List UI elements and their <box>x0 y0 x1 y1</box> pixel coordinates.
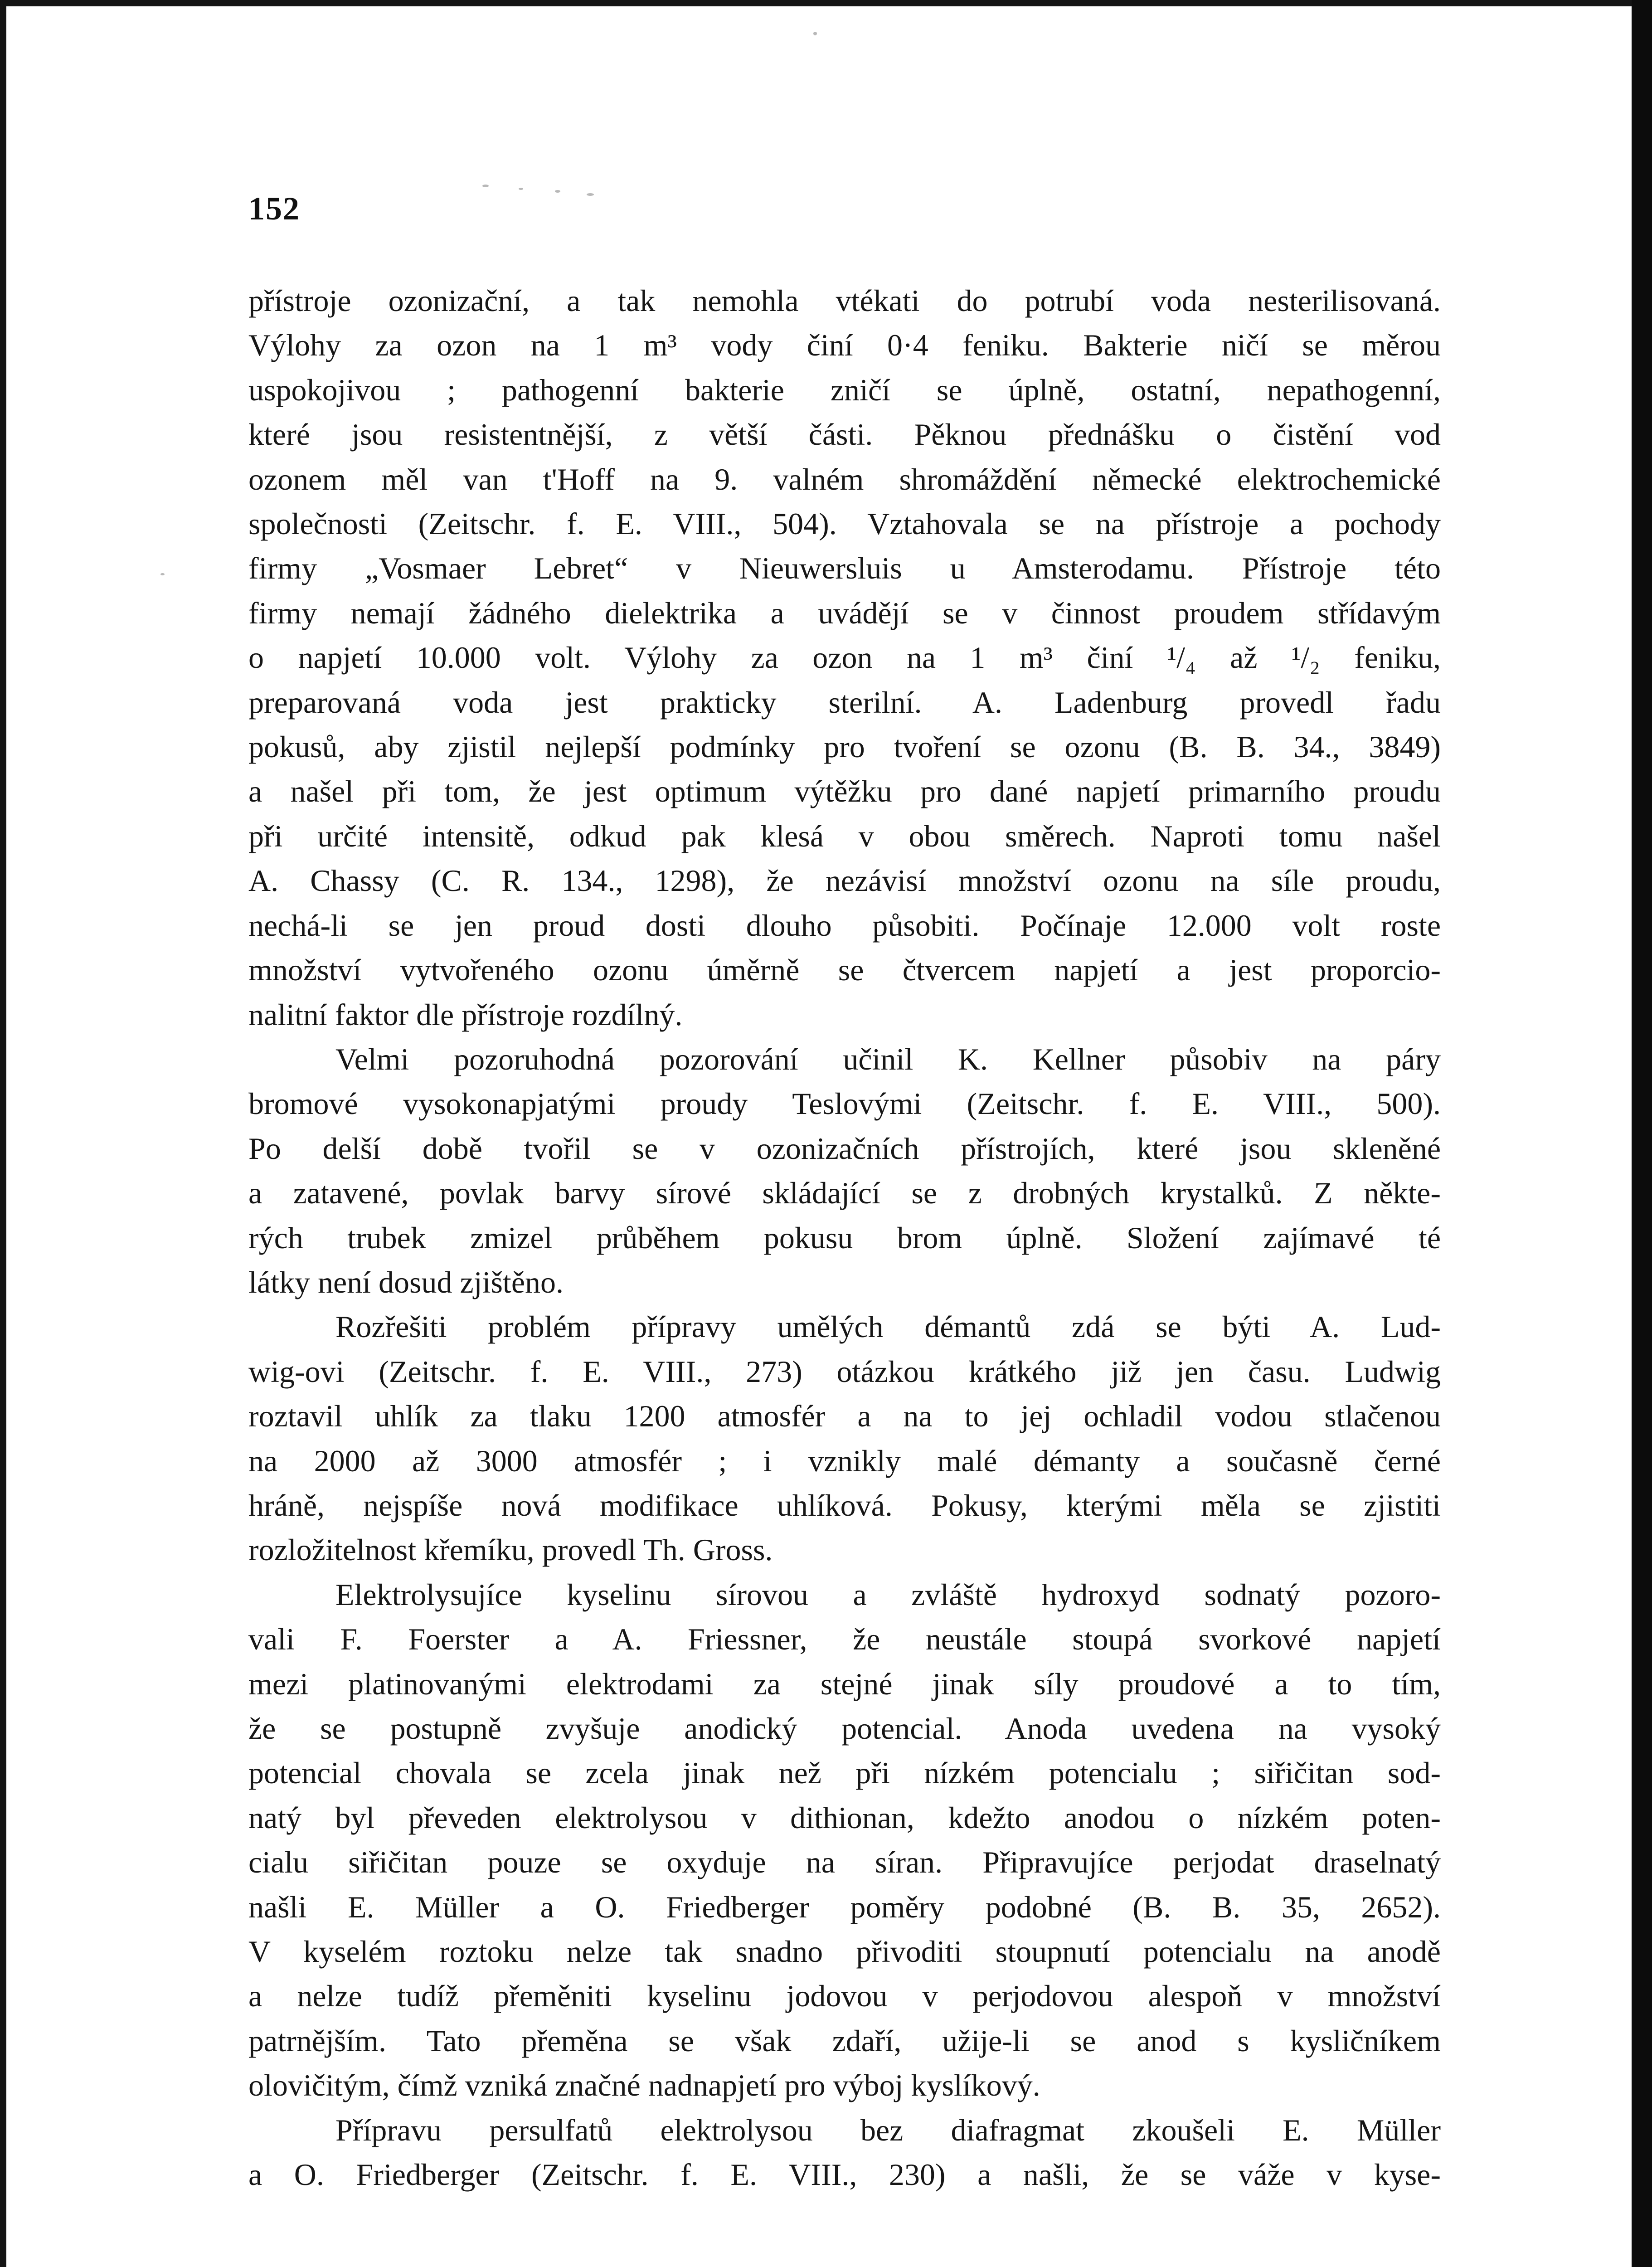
text-line: firmy nemají žádného dielektrika a uvádějí se v činnost proudem střídavým <box>248 595 1441 630</box>
text-line: množství vytvořeného ozonu úměrně se čtvercem napjetí a jest proporcio- <box>248 953 1441 988</box>
text-line: hráně, nejspíše nová modifikace uhlíková. Pokusy, kterými měla se zjistiti <box>248 1488 1441 1523</box>
paragraph-3 <box>248 1304 1441 1572</box>
text-line: bromové vysokonapjatými proudy Teslovými (Zeitschr. f. E. VIII., 500). <box>248 1086 1441 1121</box>
paragraph-5 <box>248 2108 1441 2197</box>
text-line: a našel při tom, že jest optimum výtěžku pro dané napjetí primarního proudu <box>248 774 1441 809</box>
text-line: látky není dosud zjištěno. <box>248 1265 564 1299</box>
scanned-page <box>6 6 1632 2267</box>
text-line: a nelze tudíž přeměniti kyselinu jodovou v perjodovou alespoň v množství <box>248 1979 1441 2014</box>
scan-speck <box>555 190 560 193</box>
text-line: o napjetí 10.000 volt. Výlohy za ozon na 1 m³ činí ¹/₄ až ¹/₂ feniku, <box>248 640 1441 675</box>
page-text <box>248 278 1441 2197</box>
scan-speck <box>160 573 165 575</box>
scan-speck <box>482 185 489 187</box>
paragraph-1 <box>248 278 1441 1037</box>
text-line: A. Chassy (C. R. 134., 1298), že nezávisí množství ozonu na síle proudu, <box>248 863 1441 898</box>
text-line: které jsou resistentnější, z větší části. Pěknou přednášku o čistění vod <box>248 417 1441 452</box>
text-line: preparovaná voda jest prakticky sterilní. A. Ladenburg provedl řadu <box>248 685 1441 720</box>
text-line: roztavil uhlík za tlaku 1200 atmosfér a na to jej ochladil vodou stlačenou <box>248 1399 1441 1434</box>
text-line: uspokojivou ; pathogenní bakterie zničí se úplně, ostatní, nepathogenní, <box>248 372 1441 407</box>
text-line: patrnějším. Tato přeměna se však zdaří, užije-li se anod s kysličníkem <box>248 2023 1441 2058</box>
text-line: cialu siřičitan pouze se oxyduje na síran. Připravujíce perjodat draselnatý <box>248 1845 1441 1880</box>
text-line: mezi platinovanými elektrodami za stejné jinak síly proudové a to tím, <box>248 1666 1441 1701</box>
text-line: vali F. Foerster a A. Friessner, že neustále stoupá svorkové napjetí <box>248 1622 1441 1657</box>
text-line: Elektrolysujíce kyselinu sírovou a zvláště hydroxyd sodnatý pozoro- <box>335 1577 1441 1612</box>
text-line: potencial chovala se zcela jinak než při nízkém potencialu ; siřičitan sod- <box>248 1756 1441 1790</box>
page-number: 152 <box>248 190 300 227</box>
text-line: při určité intensitě, odkud pak klesá v obou směrech. Naproti tomu našel <box>248 818 1441 853</box>
text-line: ozonem měl van t'Hoff na 9. valném shromáždění německé elektrochemické <box>248 462 1441 496</box>
text-line: našli E. Müller a O. Friedberger poměry podobné (B. B. 35, 2652). <box>248 1889 1441 1924</box>
text-line: pokusů, aby zjistil nejlepší podmínky pro tvoření se ozonu (B. B. 34., 3849) <box>248 730 1441 764</box>
text-line: Přípravu persulfatů elektrolysou bez diafragmat zkoušeli E. Müller <box>335 2112 1441 2147</box>
text-line: rých trubek zmizel průběhem pokusu brom úplně. Složení zajímavé té <box>248 1220 1441 1255</box>
scan-speck <box>519 188 523 190</box>
text-line: firmy „Vosmaer Lebret“ v Nieuwersluis u Amsterodamu. Přístroje této <box>248 551 1441 586</box>
scan-speck <box>587 193 594 196</box>
text-line: wig-ovi (Zeitschr. f. E. VIII., 273) otázkou krátkého již jen času. Ludwig <box>248 1354 1441 1389</box>
text-line: Rozřešiti problém přípravy umělých démantů zdá se býti A. Lud- <box>335 1309 1441 1344</box>
text-line: na 2000 až 3000 atmosfér ; i vznikly malé démanty a současně černé <box>248 1443 1441 1478</box>
text-line: olovičitým, čímž vzniká značné nadnapjetí pro výboj kyslíkový. <box>248 2068 1040 2103</box>
text-line: že se postupně zvyšuje anodický potencial. Anoda uvedena na vysoký <box>248 1711 1441 1746</box>
text-line: Po delší době tvořil se v ozonizačních přístrojích, které jsou skleněné <box>248 1131 1441 1166</box>
text-line: V kyselém roztoku nelze tak snadno přivoditi stoupnutí potencialu na anodě <box>248 1934 1441 1969</box>
text-line: rozložitelnost křemíku, provedl Th. Gross. <box>248 1532 773 1567</box>
text-line: společnosti (Zeitschr. f. E. VIII., 504). Vztahovala se na přístroje a pochody <box>248 506 1441 541</box>
text-line: a O. Friedberger (Zeitschr. f. E. VIII., 230) a našli, že se váže v kyse- <box>248 2157 1441 2192</box>
text-line: Výlohy za ozon na 1 m³ vody činí 0·4 feniku. Bakterie ničí se měrou <box>248 328 1441 363</box>
text-line: natý byl převeden elektrolysou v dithionan, kdežto anodou o nízkém poten- <box>248 1800 1441 1835</box>
text-line: přístroje ozonizační, a tak nemohla vtékati do potrubí voda nesterilisovaná. <box>248 283 1441 318</box>
text-line: Velmi pozoruhodná pozorování učinil K. Kellner působiv na páry <box>335 1041 1441 1076</box>
text-line: nalitní faktor dle přístroje rozdílný. <box>248 997 683 1032</box>
paragraph-2 <box>248 1037 1441 1304</box>
scan-speck <box>813 32 817 35</box>
text-line: nechá-li se jen proud dosti dlouho působiti. Počínaje 12.000 volt roste <box>248 908 1441 943</box>
text-line: a zatavené, povlak barvy sírové skládající se z drobných krystalků. Z někte- <box>248 1176 1441 1211</box>
paragraph-4 <box>248 1572 1441 2108</box>
scanner-edge <box>1632 0 1652 2267</box>
